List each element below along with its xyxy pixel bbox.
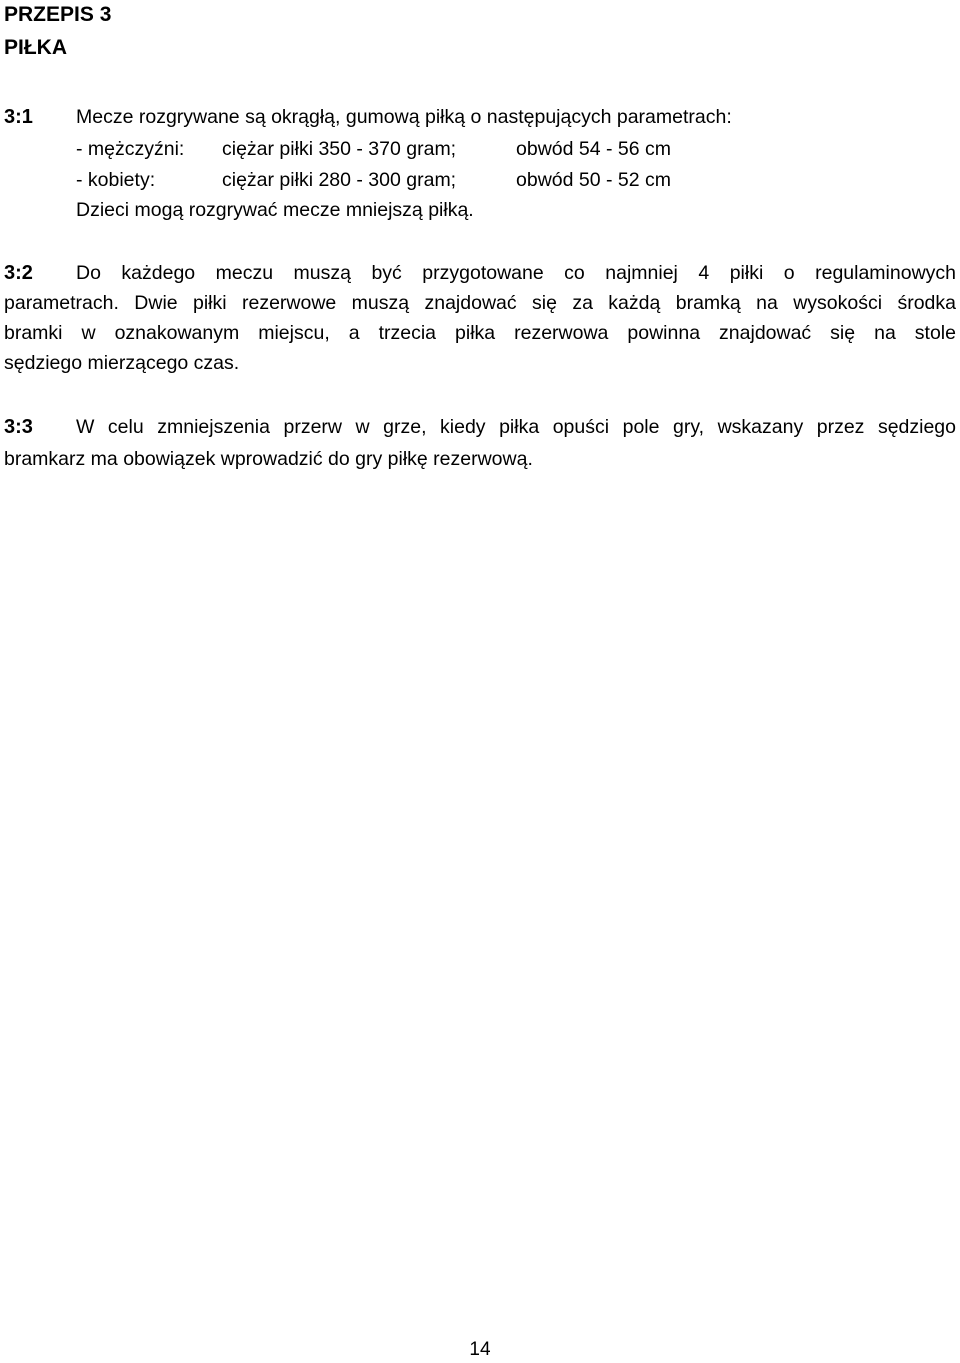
chapter-heading: PRZEPIS 3 bbox=[4, 3, 112, 26]
paragraph-line: sędziego mierzącego czas. bbox=[4, 352, 240, 374]
param-group-label: - kobiety: bbox=[76, 169, 156, 191]
param-weight: ciężar piłki 280 - 300 gram; bbox=[222, 169, 457, 191]
param-group-label: - mężczyźni: bbox=[76, 138, 185, 160]
section-number: 3:2 bbox=[4, 262, 33, 284]
page-number: 14 bbox=[469, 1339, 491, 1360]
paragraph-line: Do każdego meczu muszą być przygotowane co najmniej 4 piłki o regulaminowych bbox=[76, 262, 956, 284]
chapter-title: PIŁKA bbox=[4, 36, 67, 59]
paragraph-line: bramkarz ma obowiązek wprowadzić do gry piłkę rezerwową. bbox=[4, 448, 533, 470]
section-number: 3:1 bbox=[4, 106, 33, 128]
param-circumference: obwód 54 - 56 cm bbox=[516, 138, 672, 160]
section-note: Dzieci mogą rozgrywać mecze mniejszą piłką. bbox=[76, 199, 474, 221]
param-circumference: obwód 50 - 52 cm bbox=[516, 169, 672, 191]
section-number: 3:3 bbox=[4, 416, 33, 438]
section-intro: Mecze rozgrywane są okrągłą, gumową piłką o następujących parametrach: bbox=[76, 106, 732, 128]
paragraph-line: W celu zmniejszenia przerw w grze, kiedy piłka opuści pole gry, wskazany przez sędziego bbox=[76, 416, 956, 438]
paragraph-line: parametrach. Dwie piłki rezerwowe muszą znajdować się za każdą bramką na wysokości środka bbox=[4, 292, 956, 314]
param-weight: ciężar piłki 350 - 370 gram; bbox=[222, 138, 457, 160]
paragraph-line: bramki w oznakowanym miejscu, a trzecia piłka rezerwowa powinna znajdować się na stole bbox=[4, 322, 956, 344]
